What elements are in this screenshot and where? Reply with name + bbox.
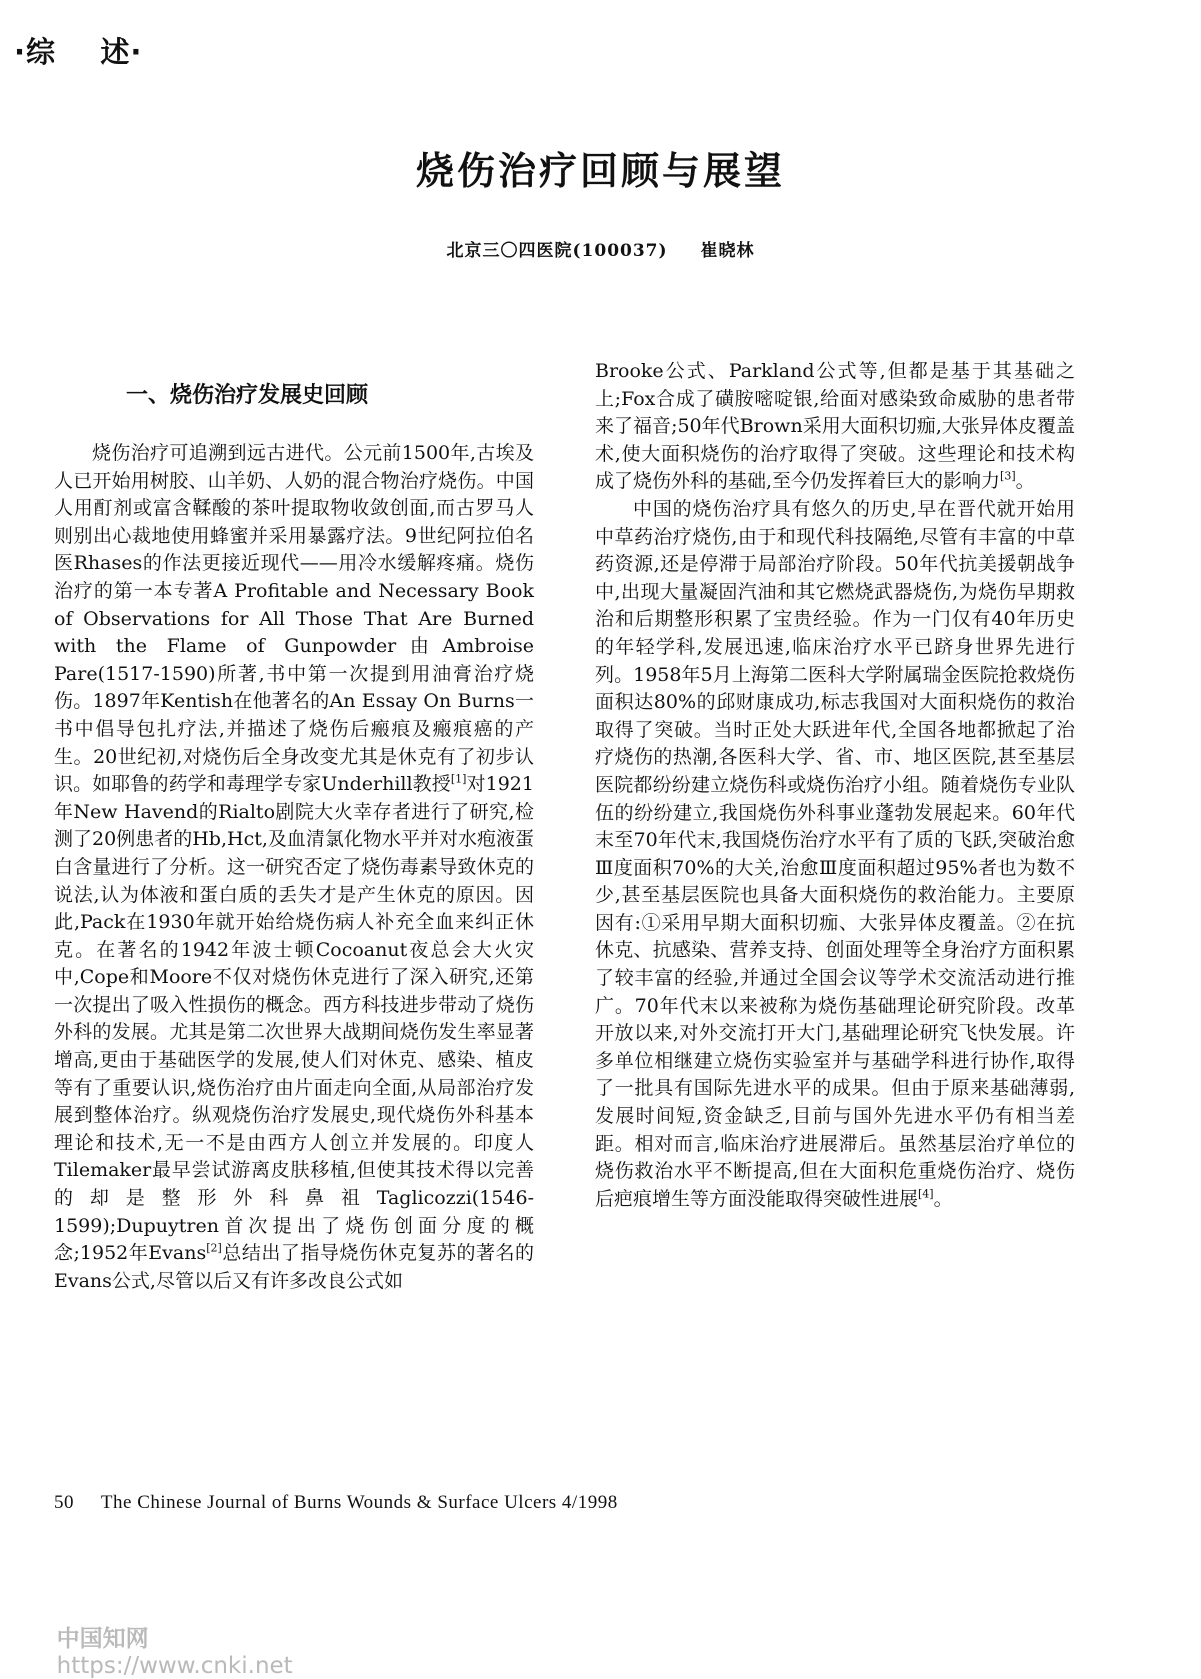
paragraph-text: 烧伤治疗可追溯到远古进代。公元前1500年,古埃及人已开始用树胶、山羊奶、人奶的混合物治疗烧伤。中国人用酊剂或富含鞣酸的茶叶提取物收敛创面,而古罗马人则别出心裁地使用蜂蜜并采用暴露疗法。9世纪阿拉伯名医Rhases的作法更接近现代——用冷水缓解疼痛。烧伤治疗的第一本专著A Profitable and Necessary Book of Observations for All Those That Are Burned with the Flame of Gunpowder由Ambroise Pare(1517-1590)所著,书中第一次提到用油膏治疗烧伤。1897年Kentish在他著名的An Essay On Burns一书中倡导包扎疗法,并描述了烧伤后瘢痕及瘢痕癌的产生。20世纪初,对烧伤后全身改变尤其是休克有了初步认识。如耶鲁的药学和毒理学专家Underhill教授: [54, 442, 534, 796]
paragraph-text: Brooke公式、Parkland公式等,但都是基于其基础之上;Fox合成了磺胺嘧啶银,给面对感染致命威胁的患者带来了福音;50年代Brown采用大面积切痂,大张异体皮覆盖术,使大面积烧伤的治疗取得了突破。这些理论和技术构成了烧伤外科的基础,至今仍发挥着巨大的影响力: [595, 360, 1075, 493]
page-footer: [54, 1492, 618, 1514]
paragraph-text: 对1921年New Havend的Rialto剧院大火幸存者进行了研究,检测了20例患者的Hb,Hct,及血清氯化物水平并对水疱液蛋白含量进行了分析。这一研究否定了烧伤毒素导致休克的说法,认为体液和蛋白质的丢失才是产生休克的原因。因此,Pack在1930年就开始给烧伤病人补充全血来纠正休克。在著名的1942年波士顿Cocoanut夜总会大火灾中,Cope和Moore不仅对烧伤休克进行了深入研究,还第一次提出了吸入性损伤的概念。西方科技进步带动了烧伤外科的发展。尤其是第二次世界大战期间烧伤发生率显著增高,更由于基础医学的发展,使人们对休克、感染、植皮等有了重要认识,烧伤治疗由片面走向全面,从局部治疗发展到整体治疗。纵观烧伤治疗发展史,现代烧伤外科基本理论和技术,无一不是由西方人创立并发展的。印度人Tilemaker最早尝试游离皮肤移植,但使其技术得以完善的却是整形外科鼻祖Taglicozzi(1546-1599);Dupuytren首次提出了烧伤创面分度的概念;1952年Evans: [54, 773, 534, 1265]
right-column: [595, 358, 1075, 1213]
watermark-brand: 中国知网: [56, 1626, 149, 1652]
page-number: 50: [54, 1492, 74, 1513]
paragraph-history: [54, 440, 534, 1295]
paragraph-text: 。: [933, 1187, 953, 1210]
author-name: 崔晓林: [700, 241, 755, 261]
paragraph-continuation: [595, 358, 1075, 496]
author-line: [0, 236, 1201, 261]
article-title: 烧伤治疗回顾与展望: [415, 149, 785, 193]
reference-marker: [4]: [918, 1187, 934, 1201]
reference-marker: [2]: [206, 1241, 222, 1255]
watermark-url: https://www.cnki.net: [56, 1653, 293, 1679]
left-column: [54, 380, 534, 1295]
journal-name: The Chinese Journal of Burns Wounds & Surface Ulcers 4/1998: [100, 1492, 618, 1513]
section-heading: 一、烧伤治疗发展史回顾: [126, 383, 369, 408]
cnki-watermark: [42, 1594, 293, 1679]
paragraph-text: 中国的烧伤治疗具有悠久的历史,早在晋代就开始用中草药治疗烧伤,由于和现代科技隔绝,尽管有丰富的中草药资源,还是停滞于局部治疗阶段。50年代抗美援朝战争中,出现大量凝固汽油和其它燃烧武器烧伤,为烧伤早期救治和后期整形积累了宝贵经验。作为一门仅有40年历史的年轻学科,发展迅速,临床治疗水平已跻身世界先进行列。1958年5月上海第二医科大学附属瑞金医院抢救烧伤面积达80%的邱财康成功,标志我国对大面积烧伤的救治取得了突破。当时正处大跃进年代,全国各地都掀起了治疗烧伤的热潮,各医科大学、省、市、地区医院,甚至基层医院都纷纷建立烧伤科或烧伤治疗小组。随着烧伤专业队伍的纷纷建立,我国烧伤外科事业蓬勃发展起来。60年代末至70年代末,我国烧伤治疗水平有了质的飞跃,突破治愈Ⅲ度面积70%的大关,治愈Ⅲ度面积超过95%者也为数不少,甚至基层医院也具备大面积烧伤的救治能力。主要原因有:①采用早期大面积切痂、大张异体皮覆盖。②在抗休克、抗感染、营养支持、创面处理等全身治疗方面积累了较丰富的经验,并通过全国会议等学术交流活动进行推广。70年代末以来被称为烧伤基础理论研究阶段。改革开放以来,对外交流打开大门,基础理论研究飞快发展。许多单位相继建立烧伤实验室并与基础学科进行协作,取得了一批具有国际先进水平的成果。但由于原来基础薄弱,发展时间短,资金缺乏,目前与国外先进水平仍有相当差距。相对而言,临床治疗进展滞后。虽然基层治疗单位的烧伤救治水平不断提高,但在大面积危重烧伤治疗、烧伤后疤痕增生等方面没能取得突破性进展: [595, 497, 1075, 1210]
paragraph-text: 总结出了指导烧伤休克复苏的著名的Evans公式,尽管以后又有许多改良公式如: [54, 1242, 534, 1292]
reference-marker: [3]: [1000, 470, 1016, 484]
section-tag: ·综 述·: [14, 35, 143, 69]
paragraph-china-history: [595, 496, 1075, 1213]
affiliation: 北京三〇四医院(100037): [446, 241, 668, 261]
paragraph-text: 。: [1015, 470, 1035, 493]
reference-marker: [1]: [450, 772, 467, 786]
